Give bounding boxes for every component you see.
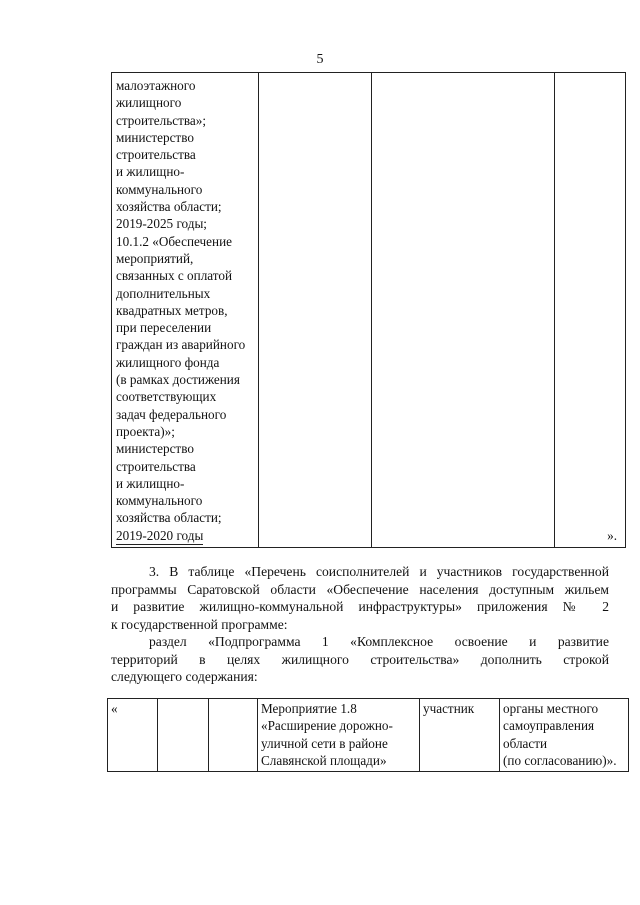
cell-line: проекта)»; bbox=[116, 423, 175, 439]
cell-line: квадратных метров, bbox=[116, 302, 228, 318]
cell-line: связанных с оплатой bbox=[116, 268, 233, 284]
cell-line: «Расширение дорожно- bbox=[261, 718, 393, 734]
cell-line: малоэтажного bbox=[116, 78, 196, 93]
paragraph-line: следующего содержания: bbox=[111, 669, 258, 684]
top-table bbox=[111, 72, 626, 548]
cell-line: Славянской площади» bbox=[261, 753, 387, 769]
paragraph-line: 3. В таблице «Перечень соисполнителей и участников государственной bbox=[149, 564, 609, 579]
table-cell-empty bbox=[372, 73, 555, 548]
paragraph-section bbox=[111, 633, 609, 686]
cell-line: жилищного фонда bbox=[116, 354, 220, 370]
cell-line: строительства bbox=[116, 458, 196, 474]
cell-line: хозяйства области; bbox=[116, 199, 222, 215]
paragraph-line: программы Саратовской области «Обеспечение населения доступным жильем bbox=[111, 581, 609, 597]
table-cell-description bbox=[112, 73, 259, 548]
page-number: 5 bbox=[316, 52, 324, 67]
cell-line: Мероприятие 1.8 bbox=[261, 701, 357, 716]
cell-line: и жилищно- bbox=[116, 475, 185, 491]
table-cell-closing bbox=[555, 73, 626, 548]
paragraph-line: и развитие жилищно-коммунальной инфраструктуры» приложения № 2 bbox=[111, 599, 609, 614]
paragraph-line: территорий в целях жилищного строительства» дополнить строкой bbox=[111, 651, 609, 667]
cell-line: при переселении bbox=[116, 320, 212, 336]
table-cell-empty bbox=[158, 699, 209, 772]
table-row bbox=[112, 73, 626, 548]
cell-line: и жилищно- bbox=[116, 164, 185, 180]
cell-line: уличной сети в районе bbox=[261, 735, 388, 751]
paragraph-3 bbox=[111, 563, 609, 633]
paragraph-line: к государственной программе: bbox=[111, 616, 288, 632]
cell-line: самоуправления bbox=[503, 718, 595, 734]
cell-line: задач федерального bbox=[116, 406, 227, 422]
cell-line: министерство bbox=[116, 129, 194, 145]
cell-line: соответствующих bbox=[116, 389, 217, 405]
paragraph-line: раздел «Подпрограмма 1 «Комплексное освоение и развитие bbox=[149, 634, 609, 649]
table-cell-role: участник bbox=[420, 699, 500, 772]
table-row bbox=[108, 699, 629, 772]
bottom-table bbox=[107, 698, 629, 772]
cell-line: дополнительных bbox=[116, 285, 211, 301]
cell-line: хозяйства области; bbox=[116, 510, 222, 526]
cell-line: (в рамках достижения bbox=[116, 372, 240, 388]
cell-line: 2019-2025 годы; bbox=[116, 216, 207, 232]
table-cell-open-quote: « bbox=[108, 699, 158, 772]
cell-line: области bbox=[503, 735, 548, 751]
cell-line: 10.1.2 «Обеспечение bbox=[116, 233, 232, 249]
cell-line: строительства»; bbox=[116, 112, 207, 128]
cell-line: жилищного bbox=[116, 95, 182, 111]
cell-line: коммунального bbox=[116, 181, 203, 197]
cell-line: министерство bbox=[116, 441, 194, 457]
table-cell-measure bbox=[258, 699, 420, 772]
cell-line: коммунального bbox=[116, 493, 203, 509]
cell-line: (по согласованию)». bbox=[503, 753, 617, 769]
closing-quote-mark: ». bbox=[607, 527, 617, 543]
table-cell-organization bbox=[500, 699, 629, 772]
table-cell-empty bbox=[209, 699, 258, 772]
cell-line: граждан из аварийного bbox=[116, 337, 246, 353]
cell-line: строительства bbox=[116, 147, 196, 163]
table-cell-empty bbox=[259, 73, 372, 548]
cell-line: мероприятий, bbox=[116, 250, 194, 266]
cell-line: органы местного bbox=[503, 701, 599, 716]
cell-line: 2019-2020 годы bbox=[116, 527, 203, 545]
